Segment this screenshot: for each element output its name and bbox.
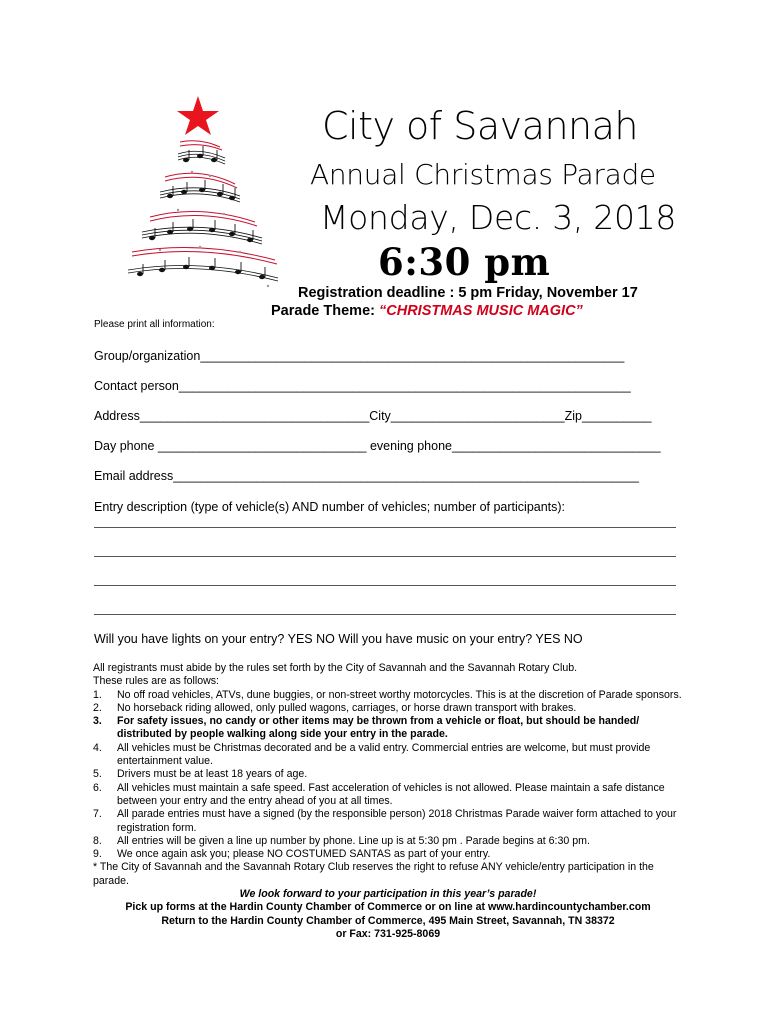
- rules-intro-2: These rules are as follows:: [93, 675, 220, 688]
- event-title: Annual Christmas Parade: [310, 158, 656, 191]
- theme-value: “CHRISTMAS MUSIC MAGIC”: [379, 303, 583, 319]
- registration-deadline: Registration deadline : 5 pm Friday, November 17: [298, 285, 638, 301]
- rule-item: 6. All vehicles must maintain a safe speed. Fast acceleration of vehicles is not allowed. Please maintain a safe distance between your entry and the entry ahead of you at all times.: [93, 781, 665, 807]
- address-city-zip-field[interactable]: Address_________________________________City_________________________Zip__________: [94, 409, 652, 423]
- print-note: Please print all information:: [94, 319, 215, 330]
- rule-item: 3. For safety issues, no candy or other items may be thrown from a vehicle or float, but should be handed/ distributed by people walking along side your entry in the parade.: [93, 715, 640, 741]
- entry-description-line[interactable]: [94, 585, 676, 586]
- parade-theme: [271, 303, 583, 319]
- rule-item: 2. No horseback riding allowed, only pulled wagons, carriages, or horse drawn transport with brakes.: [93, 701, 577, 714]
- entry-description-line[interactable]: [94, 527, 676, 528]
- rules-intro: All registrants must abide by the rules set forth by the City of Savannah and the Savannah Rotary Club.: [93, 662, 578, 674]
- event-date: Monday, Dec. 3, 2018: [320, 198, 677, 237]
- pickup-info: Pick up forms at the Hardin County Chamber of Commerce or on line at www.hardincountychamber.com: [125, 901, 651, 914]
- event-time: 6:30 pm: [378, 240, 551, 284]
- rule-item: 9. We once again ask you; please NO COSTUMED SANTAS as part of your entry.: [93, 848, 491, 861]
- rules-list: [93, 689, 683, 862]
- fax-number: or Fax: 731-925-8069: [335, 927, 441, 940]
- rule-item: 1. No off road vehicles, ATVs, dune buggies, or non-street worthy motorcycles. This is at the discretion of Parade sponsors.: [93, 688, 682, 701]
- return-address: Return to the Hardin County Chamber of Commerce, 495 Main Street, Savannah, TN 38372: [161, 914, 615, 927]
- reserve-note: * The City of Savannah and the Savannah Rotary Club reserves the right to refuse ANY vehicle/entry participation in the parade.: [93, 861, 654, 887]
- rule-item: 8. All entries will be given a line up number by phone. Line up is at 5:30 pm . Parade begins at 6:30 pm.: [93, 834, 590, 847]
- city-title: City of Savannah: [322, 104, 638, 148]
- star-icon: [177, 96, 219, 135]
- theme-label: Parade Theme:: [271, 303, 379, 319]
- entry-description-label: Entry description (type of vehicle(s) AND number of vehicles; number of participants):: [94, 500, 566, 514]
- rules-section: [93, 662, 683, 941]
- rule-item: 5. Drivers must be at least 18 years of age.: [93, 768, 308, 781]
- closing-line: We look forward to your participation in this year’s parade!: [239, 888, 537, 901]
- music-note-christmas-tree-icon: [120, 92, 280, 292]
- entry-description-line[interactable]: [94, 556, 676, 557]
- contact-person-field[interactable]: Contact person_________________________________________________________________: [94, 379, 631, 393]
- group-organization-field[interactable]: Group/organization_____________________________________________________________: [94, 349, 625, 363]
- email-field[interactable]: Email address___________________________________________________________________: [94, 469, 639, 483]
- phone-field[interactable]: Day phone ______________________________ evening phone______________________________: [94, 439, 661, 453]
- entry-description-line[interactable]: [94, 614, 676, 615]
- rule-item: 4. All vehicles must be Christmas decorated and be a valid entry. Commercial entries are welcome, but must provide entertainment value.: [93, 741, 651, 768]
- rule-item: 7. All parade entries must have a signed (by the responsible person) 2018 Christmas Parade waiver form attached to your registration form.: [93, 808, 677, 834]
- lights-music-question[interactable]: Will you have lights on your entry? YES NO Will you have music on your entry? YES NO: [94, 632, 583, 646]
